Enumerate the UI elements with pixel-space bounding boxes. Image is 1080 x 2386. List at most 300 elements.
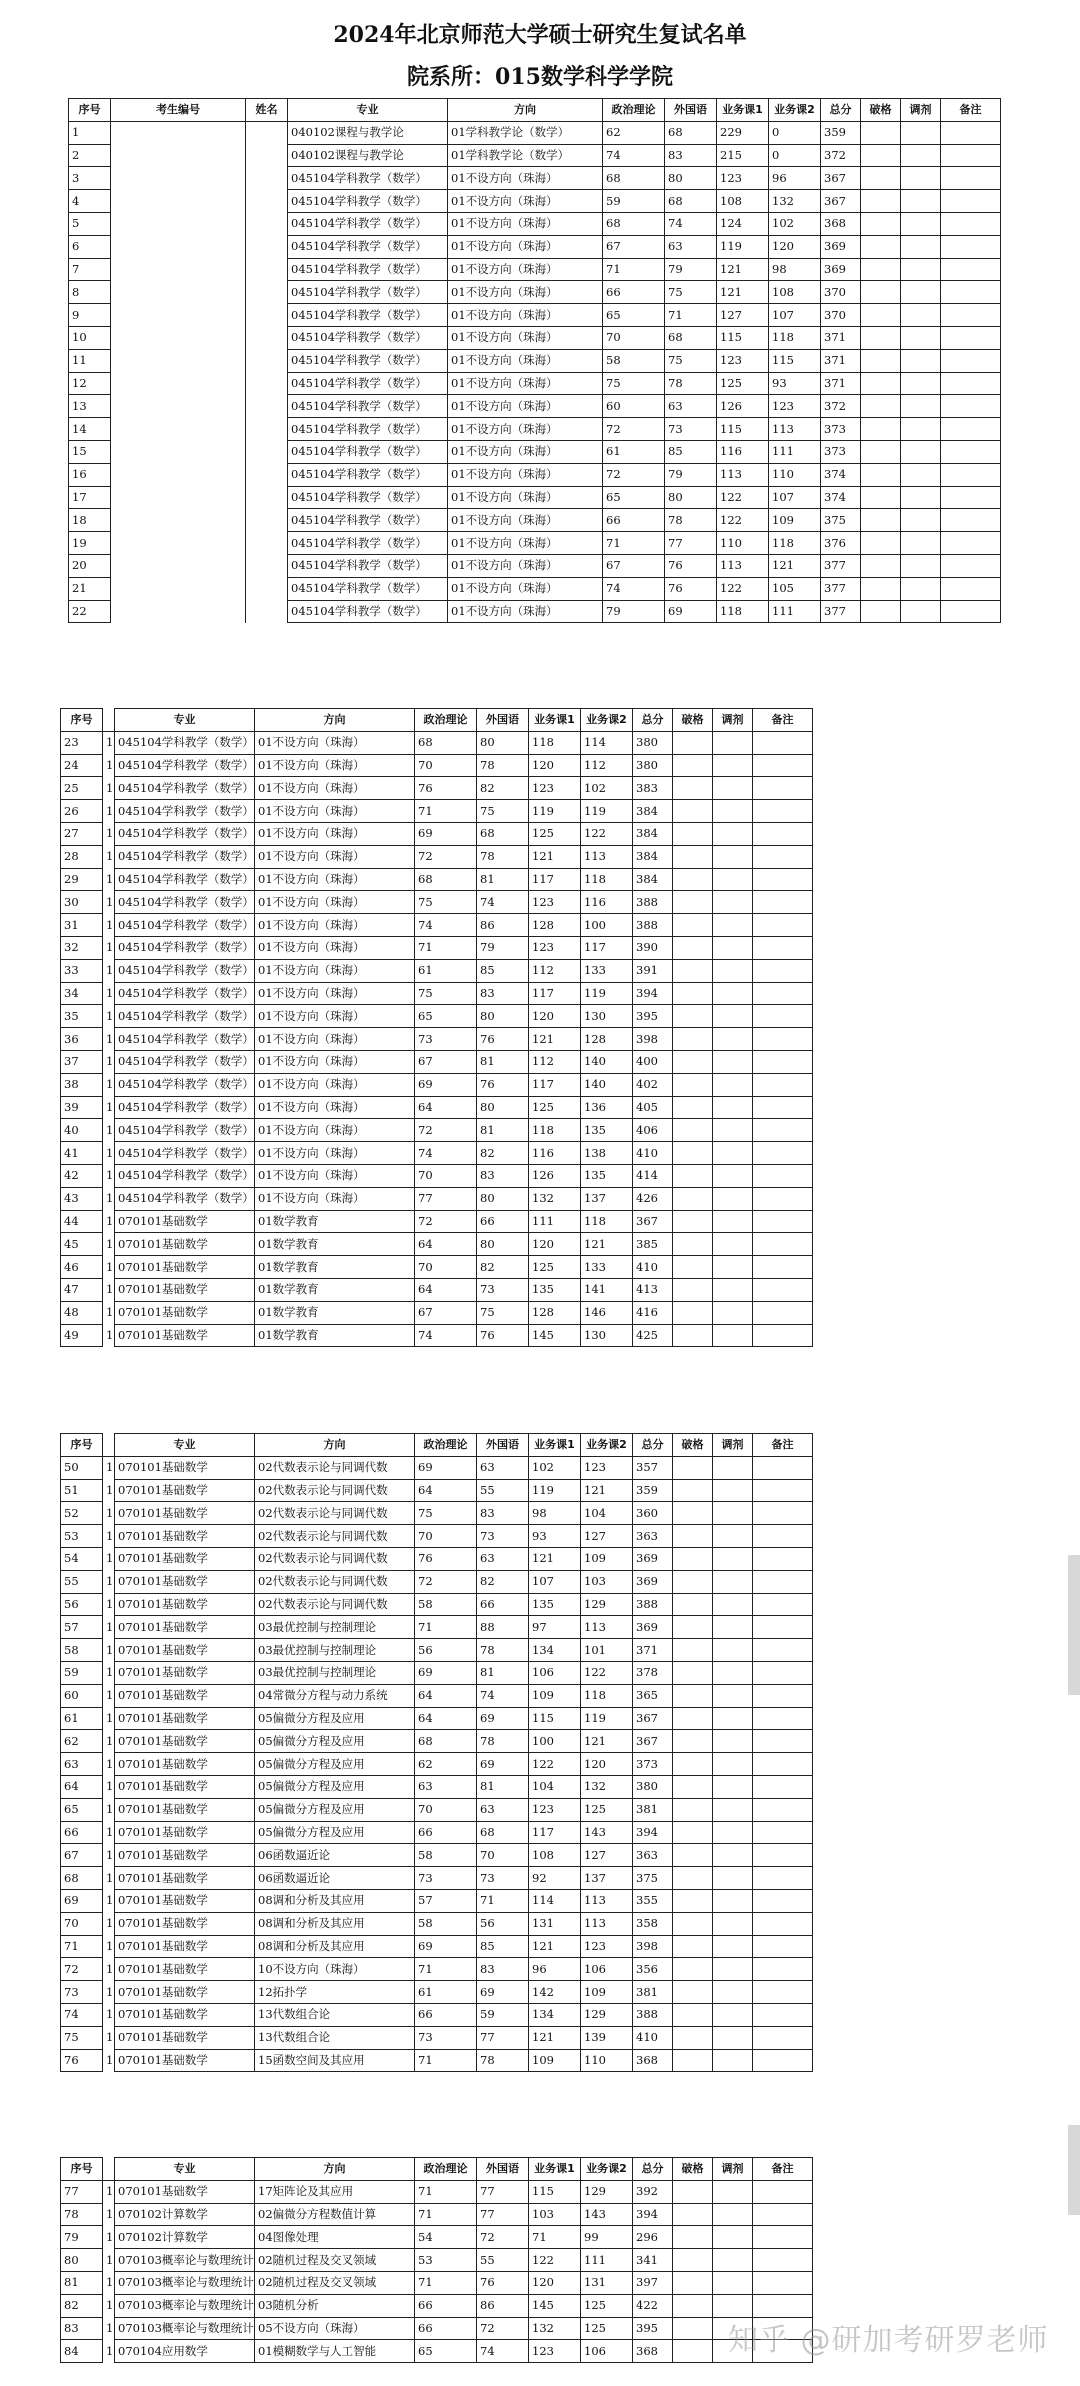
candidate-table [60, 708, 813, 1347]
language-score: 76 [665, 554, 717, 577]
course1-score: 134 [529, 2003, 581, 2026]
major-cell: 045104学科教学（数学） [115, 1005, 255, 1028]
course1-score: 125 [529, 822, 581, 845]
politics-score: 58 [415, 1912, 477, 1935]
transfer-cell [713, 1142, 753, 1165]
remark-cell [941, 463, 1001, 486]
remark-cell [753, 1798, 813, 1821]
column-header: 序号 [61, 1434, 103, 1457]
column-header: 姓名 [246, 99, 288, 122]
course1-score: 125 [529, 1256, 581, 1279]
redacted-id-cell: 1 [103, 1616, 115, 1639]
redacted-id-cell [111, 304, 246, 327]
total-score: 368 [633, 2049, 673, 2072]
seq-cell: 64 [61, 1775, 103, 1798]
exception-cell [673, 822, 713, 845]
remark-cell [753, 1889, 813, 1912]
redacted-id-cell: 1 [103, 914, 115, 937]
total-score: 398 [633, 1028, 673, 1051]
redacted-name-cell [246, 121, 288, 144]
total-score: 384 [633, 800, 673, 823]
language-score: 75 [665, 281, 717, 304]
redacted-id-cell [111, 190, 246, 213]
exception-cell [673, 845, 713, 868]
major-cell: 070103概率论与数理统计 [115, 2271, 255, 2294]
total-score: 380 [633, 754, 673, 777]
exception-cell [673, 1570, 713, 1593]
table-row [61, 982, 813, 1005]
major-cell: 045104学科教学（数学） [288, 349, 448, 372]
course2-score: 119 [581, 1707, 633, 1730]
total-score: 371 [821, 372, 861, 395]
total-score: 383 [633, 777, 673, 800]
language-score: 86 [477, 2294, 529, 2317]
exception-cell [673, 1301, 713, 1324]
redacted-id-cell: 1 [103, 1935, 115, 1958]
course2-score: 139 [581, 2026, 633, 2049]
language-score: 80 [477, 1096, 529, 1119]
table-row [69, 258, 1001, 281]
direction-cell: 01不设方向（珠海） [255, 868, 415, 891]
transfer-cell [713, 1256, 753, 1279]
course1-score: 117 [529, 868, 581, 891]
politics-score: 67 [603, 235, 665, 258]
redacted-id-cell: 1 [103, 2271, 115, 2294]
redacted-name-cell [246, 395, 288, 418]
redacted-id-cell: 1 [103, 1073, 115, 1096]
course2-score: 109 [581, 1981, 633, 2004]
course2-score: 118 [581, 1210, 633, 1233]
remark-cell [753, 800, 813, 823]
course1-score: 125 [529, 1096, 581, 1119]
transfer-cell [901, 212, 941, 235]
politics-score: 73 [415, 2026, 477, 2049]
redacted-id-cell: 1 [103, 1958, 115, 1981]
course1-score: 126 [717, 395, 769, 418]
transfer-cell [713, 2203, 753, 2226]
remark-cell [753, 1639, 813, 1662]
table-row [61, 1844, 813, 1867]
language-score: 78 [477, 754, 529, 777]
politics-score: 65 [603, 304, 665, 327]
redacted-name-cell [246, 372, 288, 395]
column-header: 业务课1 [529, 709, 581, 732]
redacted-id-cell: 1 [103, 1821, 115, 1844]
remark-cell [941, 418, 1001, 441]
direction-cell: 01数学教育 [255, 1324, 415, 1347]
remark-cell [941, 577, 1001, 600]
total-score: 357 [633, 1456, 673, 1479]
politics-score: 73 [415, 1028, 477, 1051]
redacted-id-cell: 1 [103, 2003, 115, 2026]
language-score: 78 [665, 509, 717, 532]
column-header: 业务课2 [581, 2158, 633, 2181]
total-score: 402 [633, 1073, 673, 1096]
course1-score: 116 [717, 440, 769, 463]
language-score: 74 [477, 891, 529, 914]
transfer-cell [713, 959, 753, 982]
course2-score: 128 [581, 1028, 633, 1051]
major-cell: 045104学科教学（数学） [288, 326, 448, 349]
direction-cell: 01不设方向（珠海） [255, 1187, 415, 1210]
direction-cell: 01不设方向（珠海） [255, 1164, 415, 1187]
redacted-id-cell: 1 [103, 1730, 115, 1753]
course2-score: 110 [581, 2049, 633, 2072]
transfer-cell [901, 486, 941, 509]
direction-cell: 01数学教育 [255, 1301, 415, 1324]
remark-cell [941, 304, 1001, 327]
column-header: 破格 [861, 99, 901, 122]
major-cell: 045104学科教学（数学） [115, 1050, 255, 1073]
exception-cell [673, 1707, 713, 1730]
candidate-table [68, 98, 1001, 623]
politics-score: 75 [415, 982, 477, 1005]
course2-score: 112 [581, 754, 633, 777]
total-score: 395 [633, 2317, 673, 2340]
exception-cell [861, 532, 901, 555]
redacted-id-cell: 1 [103, 1096, 115, 1119]
table-row [61, 1073, 813, 1096]
course1-score: 132 [529, 2317, 581, 2340]
redacted-id-cell [111, 418, 246, 441]
redacted-id-cell: 1 [103, 1639, 115, 1662]
course2-score: 140 [581, 1073, 633, 1096]
seq-cell: 36 [61, 1028, 103, 1051]
seq-cell: 15 [69, 440, 111, 463]
major-cell: 070101基础数学 [115, 1867, 255, 1890]
direction-cell: 01不设方向（珠海） [255, 936, 415, 959]
seq-cell: 8 [69, 281, 111, 304]
transfer-cell [713, 2226, 753, 2249]
remark-cell [941, 258, 1001, 281]
course1-score: 119 [717, 235, 769, 258]
total-score: 368 [633, 2340, 673, 2363]
politics-score: 71 [415, 2180, 477, 2203]
exception-cell [861, 577, 901, 600]
major-cell: 045104学科教学（数学） [288, 440, 448, 463]
exception-cell [673, 2226, 713, 2249]
seq-cell: 17 [69, 486, 111, 509]
total-score: 368 [821, 212, 861, 235]
exception-cell [861, 509, 901, 532]
course1-score: 125 [717, 372, 769, 395]
seq-cell: 42 [61, 1164, 103, 1187]
course2-score: 99 [581, 2226, 633, 2249]
major-cell: 045104学科教学（数学） [115, 959, 255, 982]
course2-score: 105 [769, 577, 821, 600]
course2-score: 122 [581, 822, 633, 845]
exception-cell [673, 959, 713, 982]
politics-score: 66 [415, 1821, 477, 1844]
politics-score: 74 [415, 1142, 477, 1165]
redacted-id-cell [111, 554, 246, 577]
direction-cell: 02代数表示论与同调代数 [255, 1570, 415, 1593]
major-cell: 070101基础数学 [115, 1958, 255, 1981]
course2-score: 132 [581, 1775, 633, 1798]
column-header: 备注 [753, 709, 813, 732]
course1-score: 108 [529, 1844, 581, 1867]
exception-cell [673, 1233, 713, 1256]
exception-cell [861, 600, 901, 623]
redacted-id-cell: 1 [103, 1119, 115, 1142]
table-row [61, 1867, 813, 1890]
column-header: 专业 [115, 709, 255, 732]
language-score: 72 [477, 2317, 529, 2340]
course2-score: 117 [581, 936, 633, 959]
direction-cell: 02代数表示论与同调代数 [255, 1456, 415, 1479]
direction-cell: 01不设方向（珠海） [448, 554, 603, 577]
remark-cell [941, 509, 1001, 532]
transfer-cell [713, 1456, 753, 1479]
transfer-cell [713, 2271, 753, 2294]
transfer-cell [901, 326, 941, 349]
transfer-cell [713, 1324, 753, 1347]
column-header: 序号 [69, 99, 111, 122]
column-header: 方向 [255, 1434, 415, 1457]
remark-cell [753, 1050, 813, 1073]
table-row [61, 1028, 813, 1051]
table-row [61, 1981, 813, 2004]
language-score: 56 [477, 1912, 529, 1935]
exception-cell [673, 1278, 713, 1301]
table-row [61, 1775, 813, 1798]
major-cell: 070101基础数学 [115, 1639, 255, 1662]
table-row [69, 372, 1001, 395]
course1-score: 131 [529, 1912, 581, 1935]
remark-cell [753, 2226, 813, 2249]
politics-score: 72 [415, 845, 477, 868]
scroll-edge [1068, 2125, 1080, 2215]
direction-cell: 01不设方向（珠海） [448, 577, 603, 600]
direction-cell: 05不设方向（珠海） [255, 2317, 415, 2340]
exception-cell [861, 304, 901, 327]
major-cell: 070101基础数学 [115, 1570, 255, 1593]
politics-score: 69 [415, 1456, 477, 1479]
major-cell: 070101基础数学 [115, 1278, 255, 1301]
exception-cell [673, 1502, 713, 1525]
politics-score: 69 [415, 1935, 477, 1958]
seq-cell: 78 [61, 2203, 103, 2226]
remark-cell [753, 1256, 813, 1279]
course1-score: 145 [529, 1324, 581, 1347]
major-cell: 045104学科教学（数学） [115, 1187, 255, 1210]
remark-cell [753, 1456, 813, 1479]
total-score: 380 [633, 1775, 673, 1798]
exception-cell [673, 1821, 713, 1844]
major-cell: 045104学科教学（数学） [115, 754, 255, 777]
direction-cell: 01不设方向（珠海） [255, 959, 415, 982]
course2-score: 113 [581, 845, 633, 868]
major-cell: 070104应用数学 [115, 2340, 255, 2363]
course1-score: 123 [529, 891, 581, 914]
table-row [61, 845, 813, 868]
politics-score: 71 [415, 2203, 477, 2226]
course1-score: 122 [717, 577, 769, 600]
language-score: 76 [477, 1028, 529, 1051]
direction-cell: 17矩阵论及其应用 [255, 2180, 415, 2203]
transfer-cell [713, 1844, 753, 1867]
transfer-cell [713, 1639, 753, 1662]
direction-cell: 01不设方向（珠海） [448, 440, 603, 463]
politics-score: 79 [603, 600, 665, 623]
exception-cell [861, 349, 901, 372]
exception-cell [673, 2271, 713, 2294]
course2-score: 111 [769, 600, 821, 623]
redacted-id-cell [111, 372, 246, 395]
course2-score: 96 [769, 167, 821, 190]
course2-score: 119 [581, 800, 633, 823]
table-row [61, 2026, 813, 2049]
course1-score: 122 [529, 2249, 581, 2272]
redacted-id-cell: 1 [103, 1256, 115, 1279]
course1-score: 117 [529, 1073, 581, 1096]
column-header: 外国语 [477, 709, 529, 732]
transfer-cell [713, 1981, 753, 2004]
redacted-name-cell [246, 304, 288, 327]
course1-score: 122 [529, 1753, 581, 1776]
major-cell: 045104学科教学（数学） [115, 891, 255, 914]
course1-score: 113 [717, 463, 769, 486]
major-cell: 070101基础数学 [115, 1753, 255, 1776]
course2-score: 132 [769, 190, 821, 213]
course1-score: 96 [529, 1958, 581, 1981]
remark-cell [753, 1028, 813, 1051]
major-cell: 070101基础数学 [115, 2026, 255, 2049]
redacted-name-cell [246, 440, 288, 463]
direction-cell: 02代数表示论与同调代数 [255, 1525, 415, 1548]
major-cell: 045104学科教学（数学） [288, 212, 448, 235]
direction-cell: 01数学教育 [255, 1233, 415, 1256]
table-row [69, 418, 1001, 441]
course2-score: 123 [769, 395, 821, 418]
politics-score: 74 [415, 914, 477, 937]
course1-score: 118 [717, 600, 769, 623]
politics-score: 53 [415, 2249, 477, 2272]
seq-cell: 4 [69, 190, 111, 213]
table-row [61, 1502, 813, 1525]
language-score: 68 [665, 190, 717, 213]
total-score: 358 [633, 1912, 673, 1935]
major-cell: 045104学科教学（数学） [288, 577, 448, 600]
politics-score: 67 [603, 554, 665, 577]
direction-cell: 03随机分析 [255, 2294, 415, 2317]
column-header: 政治理论 [603, 99, 665, 122]
transfer-cell [901, 121, 941, 144]
column-header: 破格 [673, 709, 713, 732]
redacted-name-cell [246, 554, 288, 577]
seq-cell: 12 [69, 372, 111, 395]
direction-cell: 01不设方向（珠海） [255, 777, 415, 800]
total-score: 410 [633, 1256, 673, 1279]
transfer-cell [713, 1661, 753, 1684]
course1-score: 123 [529, 936, 581, 959]
course2-score: 133 [581, 959, 633, 982]
seq-cell: 27 [61, 822, 103, 845]
remark-cell [753, 2180, 813, 2203]
politics-score: 72 [415, 1570, 477, 1593]
course1-score: 118 [529, 731, 581, 754]
direction-cell: 01不设方向（珠海） [255, 1096, 415, 1119]
seq-cell: 16 [69, 463, 111, 486]
remark-cell [753, 1005, 813, 1028]
politics-score: 68 [603, 212, 665, 235]
table-row [69, 326, 1001, 349]
remark-cell [753, 982, 813, 1005]
transfer-cell [901, 190, 941, 213]
major-cell: 070103概率论与数理统计 [115, 2317, 255, 2340]
table-row [61, 1821, 813, 1844]
remark-cell [753, 1547, 813, 1570]
direction-cell: 06函数逼近论 [255, 1844, 415, 1867]
course1-score: 107 [529, 1570, 581, 1593]
course2-score: 100 [581, 914, 633, 937]
politics-score: 69 [415, 1661, 477, 1684]
total-score: 410 [633, 2026, 673, 2049]
language-score: 79 [665, 258, 717, 281]
direction-cell: 02随机过程及交叉领域 [255, 2249, 415, 2272]
table-row [69, 144, 1001, 167]
remark-cell [941, 212, 1001, 235]
transfer-cell [713, 1912, 753, 1935]
redacted-column-header [103, 709, 115, 732]
seq-cell: 53 [61, 1525, 103, 1548]
remark-cell [753, 1278, 813, 1301]
seq-cell: 71 [61, 1935, 103, 1958]
direction-cell: 01不设方向（珠海） [448, 167, 603, 190]
language-score: 69 [477, 1753, 529, 1776]
direction-cell: 01不设方向（珠海） [448, 463, 603, 486]
seq-cell: 38 [61, 1073, 103, 1096]
column-header: 专业 [288, 99, 448, 122]
seq-cell: 41 [61, 1142, 103, 1165]
remark-cell [753, 1958, 813, 1981]
table-row [61, 891, 813, 914]
redacted-id-cell: 1 [103, 2226, 115, 2249]
column-header: 调剂 [901, 99, 941, 122]
course2-score: 115 [769, 349, 821, 372]
language-score: 68 [665, 326, 717, 349]
course1-score: 115 [529, 2180, 581, 2203]
transfer-cell [901, 395, 941, 418]
language-score: 80 [477, 1005, 529, 1028]
direction-cell: 13代数组合论 [255, 2026, 415, 2049]
remark-cell [753, 2294, 813, 2317]
course2-score: 102 [581, 777, 633, 800]
seq-cell: 60 [61, 1684, 103, 1707]
total-score: 384 [633, 845, 673, 868]
table-row [61, 914, 813, 937]
seq-cell: 9 [69, 304, 111, 327]
course1-score: 92 [529, 1867, 581, 1890]
redacted-name-cell [246, 600, 288, 623]
seq-cell: 2 [69, 144, 111, 167]
redacted-name-cell [246, 349, 288, 372]
seq-cell: 48 [61, 1301, 103, 1324]
total-score: 414 [633, 1164, 673, 1187]
column-header: 备注 [941, 99, 1001, 122]
direction-cell: 05偏微分方程及应用 [255, 1775, 415, 1798]
language-score: 85 [665, 440, 717, 463]
seq-cell: 75 [61, 2026, 103, 2049]
direction-cell: 01不设方向（珠海） [448, 509, 603, 532]
redacted-name-cell [246, 577, 288, 600]
seq-cell: 33 [61, 959, 103, 982]
exception-cell [673, 777, 713, 800]
exception-cell [861, 326, 901, 349]
seq-cell: 37 [61, 1050, 103, 1073]
language-score: 79 [665, 463, 717, 486]
politics-score: 62 [603, 121, 665, 144]
